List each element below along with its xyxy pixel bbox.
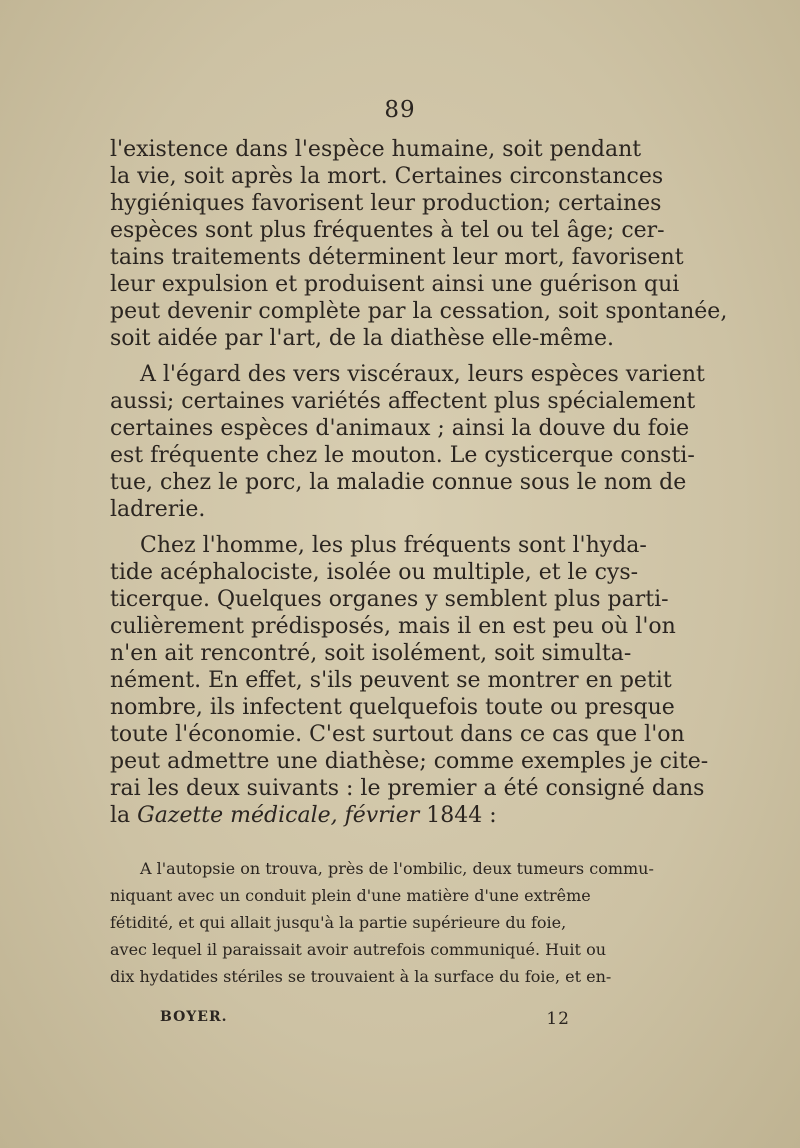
text-line xyxy=(110,586,669,613)
text-span: Chez l'homme, les plus fréquents sont l'hyda- xyxy=(140,533,647,558)
text-span: tains traitements déterminent leur mort, favorisent xyxy=(110,245,684,270)
case-note xyxy=(110,855,654,990)
text-line xyxy=(110,442,695,469)
text-span: rai les deux suivants : le premier a été consigné dans xyxy=(110,776,705,801)
paragraph-gap xyxy=(110,352,602,361)
text-line xyxy=(110,190,662,217)
text-span: leur expulsion et produisent ainsi une guérison qui xyxy=(110,272,680,297)
text-line xyxy=(110,667,672,694)
text-line xyxy=(110,298,728,325)
paragraph-gap xyxy=(110,523,602,532)
text-span: est fréquente chez le mouton. Le cysticerque consti- xyxy=(110,443,695,468)
text-span: nombre, ils infectent quelquefois toute ou presque xyxy=(110,695,675,720)
text-span: ticerque. Quelques organes y semblent plus parti- xyxy=(110,587,669,612)
text-line xyxy=(110,469,687,496)
paragraph xyxy=(110,136,728,352)
text-span: dix hydatides stériles se trouvaient à la surface du foie, et en- xyxy=(110,967,612,986)
text-line xyxy=(110,388,696,415)
note-line xyxy=(110,909,602,936)
text-line xyxy=(110,163,664,190)
text-span: ladrerie. xyxy=(110,497,206,522)
text-line xyxy=(110,325,615,352)
text-span: avec lequel il paraissait avoir autrefois communiqué. Huit ou xyxy=(110,940,606,959)
text-line xyxy=(110,613,676,640)
text-span: n'en ait rencontré, soit isolément, soit simulta- xyxy=(110,641,632,666)
paragraph xyxy=(110,361,705,523)
citation-prefix: la xyxy=(110,803,138,828)
text-span: peut admettre une diathèse; comme exemples je cite- xyxy=(110,749,709,774)
text-span: A l'autopsie on trouva, près de l'ombilic, deux tumeurs commu- xyxy=(140,859,654,878)
text-span: niquant avec un conduit plein d'une matière d'une extrême xyxy=(110,886,591,905)
text-span: peut devenir complète par la cessation, soit spontanée, xyxy=(110,299,728,324)
page-number: 89 xyxy=(384,97,416,123)
journal-title: Gazette médicale, février xyxy=(137,803,420,828)
page-footer xyxy=(160,1009,570,1029)
text-span: hygiéniques favorisent leur production; certaines xyxy=(110,191,662,216)
text-line xyxy=(110,775,705,802)
note-line xyxy=(110,855,654,882)
note-line xyxy=(110,936,606,963)
text-line xyxy=(110,694,675,721)
text-line xyxy=(110,271,680,298)
text-line xyxy=(110,361,705,388)
text-line xyxy=(110,244,684,271)
text-span: certaines espèces d'animaux ; ainsi la douve du foie xyxy=(110,416,690,441)
body-text xyxy=(110,136,728,990)
text-line xyxy=(110,217,665,244)
text-span: tide acéphalociste, isolée ou multiple, et le cys- xyxy=(110,560,639,585)
paragraph xyxy=(110,532,709,829)
text-span: la vie, soit après la mort. Certaines circonstances xyxy=(110,164,664,189)
citation-suffix: 1844 : xyxy=(419,803,497,828)
text-line xyxy=(110,496,602,523)
text-span: A l'égard des vers viscéraux, leurs espèces varient xyxy=(140,362,705,387)
signature-mark: 12 xyxy=(546,1009,570,1029)
text-span: tue, chez le porc, la maladie connue sous le nom de xyxy=(110,470,687,495)
text-span: l'existence dans l'espèce humaine, soit pendant xyxy=(110,137,642,162)
text-line xyxy=(110,559,639,586)
text-line xyxy=(110,136,642,163)
text-span: espèces sont plus fréquentes à tel ou tel âge; cer- xyxy=(110,218,665,243)
note-line xyxy=(110,963,612,990)
text-line xyxy=(110,532,647,559)
text-span: toute l'économie. C'est surtout dans ce cas que l'on xyxy=(110,722,685,747)
text-span: aussi; certaines variétés affectent plus spécialement xyxy=(110,389,696,414)
text-line xyxy=(110,640,632,667)
text-span: soit aidée par l'art, de la diathèse elle-même. xyxy=(110,326,615,351)
note-line xyxy=(110,882,602,909)
text-line xyxy=(110,721,685,748)
text-line xyxy=(110,748,709,775)
author-signature: BOYER. xyxy=(160,1009,228,1025)
text-span: culièrement prédisposés, mais il en est peu où l'on xyxy=(110,614,676,639)
text-span: fétidité, et qui allait jusqu'à la partie supérieure du foie, xyxy=(110,913,567,932)
text-line xyxy=(110,415,690,442)
text-span: nément. En effet, s'ils peuvent se montrer en petit xyxy=(110,668,672,693)
citation-line xyxy=(110,802,602,829)
